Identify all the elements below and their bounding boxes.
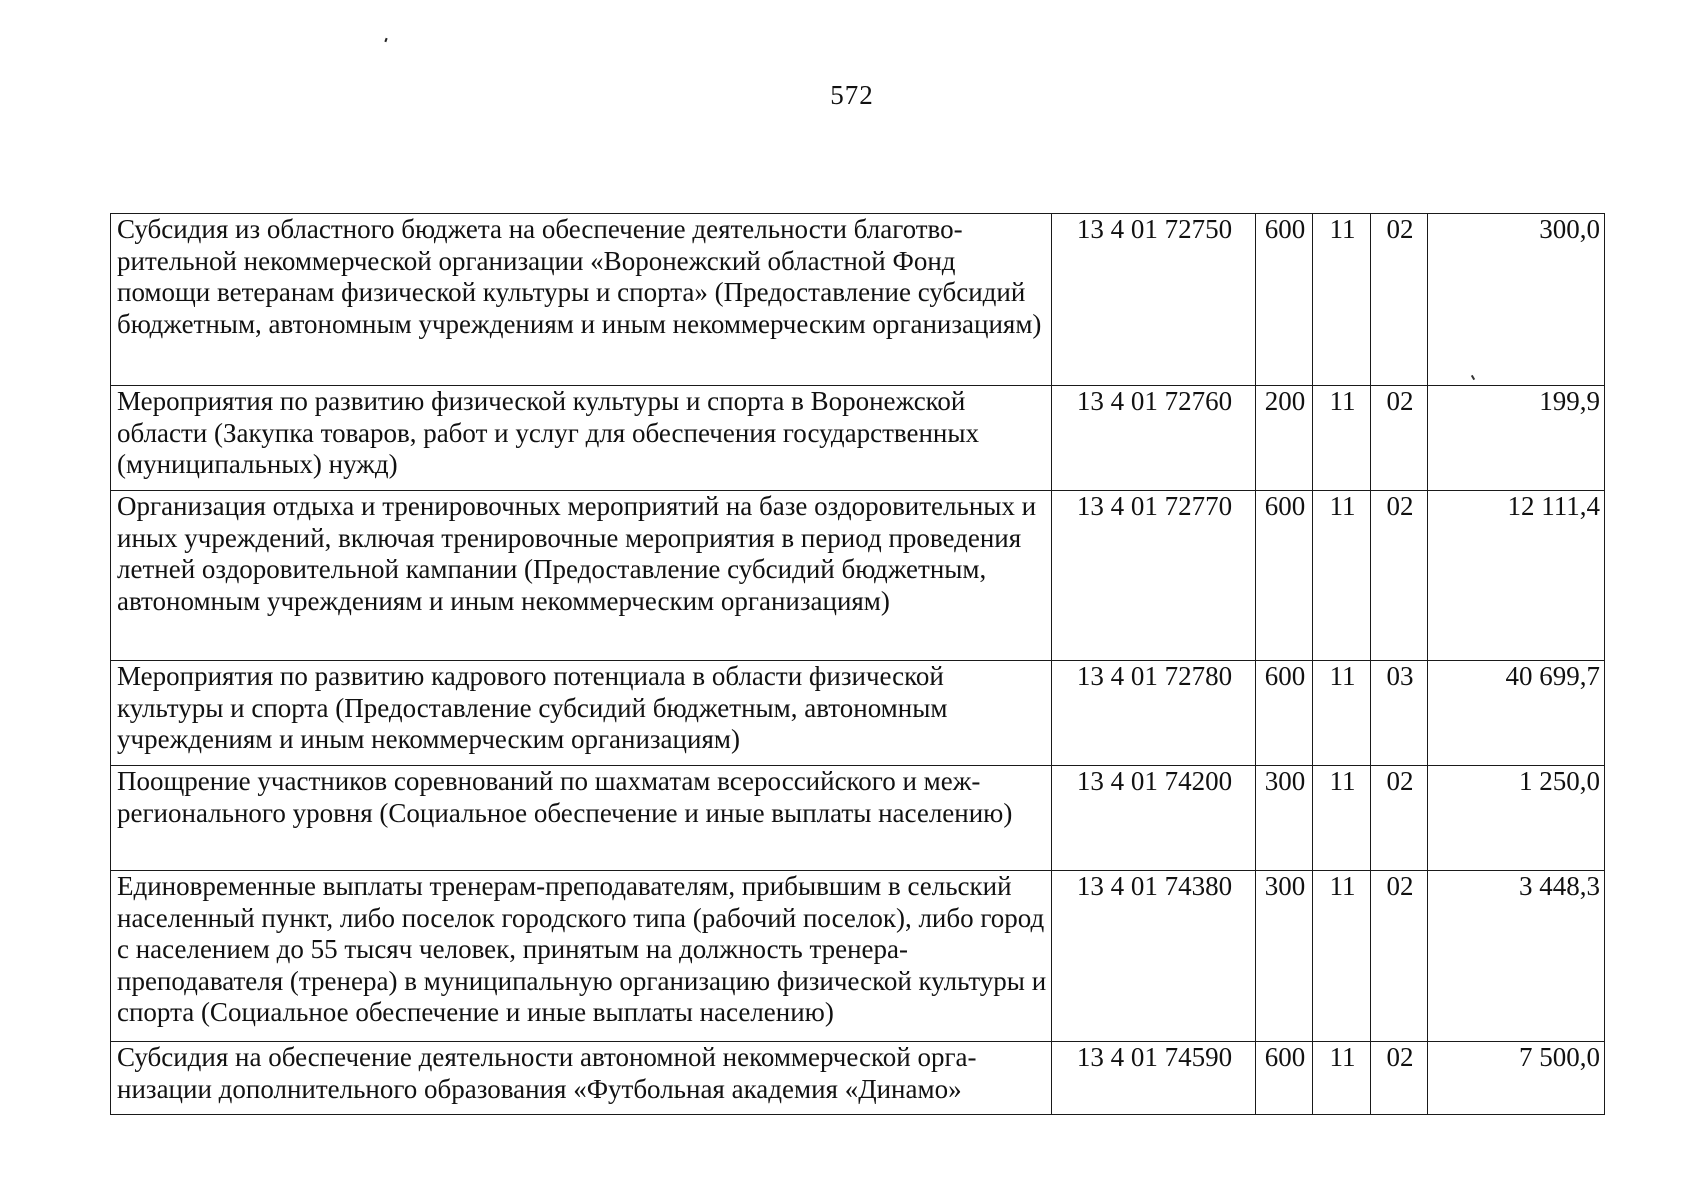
row-section: 11 <box>1313 766 1371 871</box>
row-expense-type: 600 <box>1256 491 1313 661</box>
row-section: 11 <box>1313 214 1371 386</box>
row-subsection: 02 <box>1371 214 1428 386</box>
row-target-code: 13 4 01 74200 <box>1052 766 1256 871</box>
row-expense-type: 600 <box>1256 214 1313 386</box>
row-section: 11 <box>1313 871 1371 1042</box>
row-description: Субсидия на обеспечение деятельности автономной некоммерческой организации дополнительного образования «Футбольная академия «Динамо» <box>111 1042 1052 1115</box>
scan-speck <box>384 38 387 42</box>
row-expense-type: 600 <box>1256 1042 1313 1115</box>
row-subsection: 02 <box>1371 766 1428 871</box>
row-amount: 1 250,0 <box>1428 766 1605 871</box>
row-section: 11 <box>1313 661 1371 766</box>
row-target-code: 13 4 01 72750 <box>1052 214 1256 386</box>
row-amount: 199,9 <box>1428 386 1605 491</box>
row-target-code: 13 4 01 72760 <box>1052 386 1256 491</box>
row-description: Мероприятия по развитию кадрового потенциала в области физической культуры и спорта (Предоставление субсидий бюджетным, автономным учреждениям и иным некоммерческим организациям) <box>111 661 1052 766</box>
row-subsection: 02 <box>1371 871 1428 1042</box>
row-amount: 7 500,0 <box>1428 1042 1605 1115</box>
row-amount: 12 111,4 <box>1428 491 1605 661</box>
row-description: Мероприятия по развитию физической культуры и спорта в Воронежской области (Закупка товаров, работ и услуг для обеспечения государственных (муниципальных) нужд) <box>111 386 1052 491</box>
row-expense-type: 300 <box>1256 871 1313 1042</box>
row-expense-type: 300 <box>1256 766 1313 871</box>
row-amount: 40 699,7 <box>1428 661 1605 766</box>
row-section: 11 <box>1313 491 1371 661</box>
row-expense-type: 600 <box>1256 661 1313 766</box>
row-subsection: 02 <box>1371 386 1428 491</box>
table-row <box>111 214 1605 386</box>
budget-table <box>110 213 1605 1115</box>
table-row <box>111 491 1605 661</box>
row-description: Субсидия из областного бюджета на обеспечение деятельности благотворительной некоммерческой организации «Воронежский областной Фонд помощи ветеранам физической культуры и спорта» (Предоставление субсидий бюджетным, автономным учреждениям и иным некоммерческим организациям) <box>111 214 1052 386</box>
row-expense-type: 200 <box>1256 386 1313 491</box>
table-row <box>111 661 1605 766</box>
table-row <box>111 1042 1605 1115</box>
row-description: Единовременные выплаты тренерам-преподавателям, прибывшим в сельский населенный пункт, либо поселок городского типа (рабочий поселок), либо город с населением до 55 тысяч человек, принятым на должность тренера-преподавателя (тренера) в муниципальную организацию физической культуры и спорта (Социальное обеспечение и иные выплаты населению) <box>111 871 1052 1042</box>
row-target-code: 13 4 01 74380 <box>1052 871 1256 1042</box>
table-row <box>111 766 1605 871</box>
row-subsection: 02 <box>1371 491 1428 661</box>
row-description: Организация отдыха и тренировочных мероприятий на базе оздоровительных и иных учреждений, включая тренировочные мероприятия в период проведения летней оздоровительной кампании (Предоставление субсидий бюджетным, автономным учреждениям и иным некоммерческим организациям) <box>111 491 1052 661</box>
page-number: 572 <box>830 80 874 110</box>
row-amount: 300,0 <box>1428 214 1605 386</box>
row-amount: 3 448,3 <box>1428 871 1605 1042</box>
table-row <box>111 386 1605 491</box>
row-target-code: 13 4 01 72780 <box>1052 661 1256 766</box>
row-subsection: 02 <box>1371 1042 1428 1115</box>
row-target-code: 13 4 01 74590 <box>1052 1042 1256 1115</box>
table-row <box>111 871 1605 1042</box>
row-subsection: 03 <box>1371 661 1428 766</box>
row-target-code: 13 4 01 72770 <box>1052 491 1256 661</box>
row-section: 11 <box>1313 386 1371 491</box>
row-description: Поощрение участников соревнований по шахматам всероссийского и межрегионального уровня (Социальное обеспечение и иные выплаты населению) <box>111 766 1052 871</box>
row-section: 11 <box>1313 1042 1371 1115</box>
